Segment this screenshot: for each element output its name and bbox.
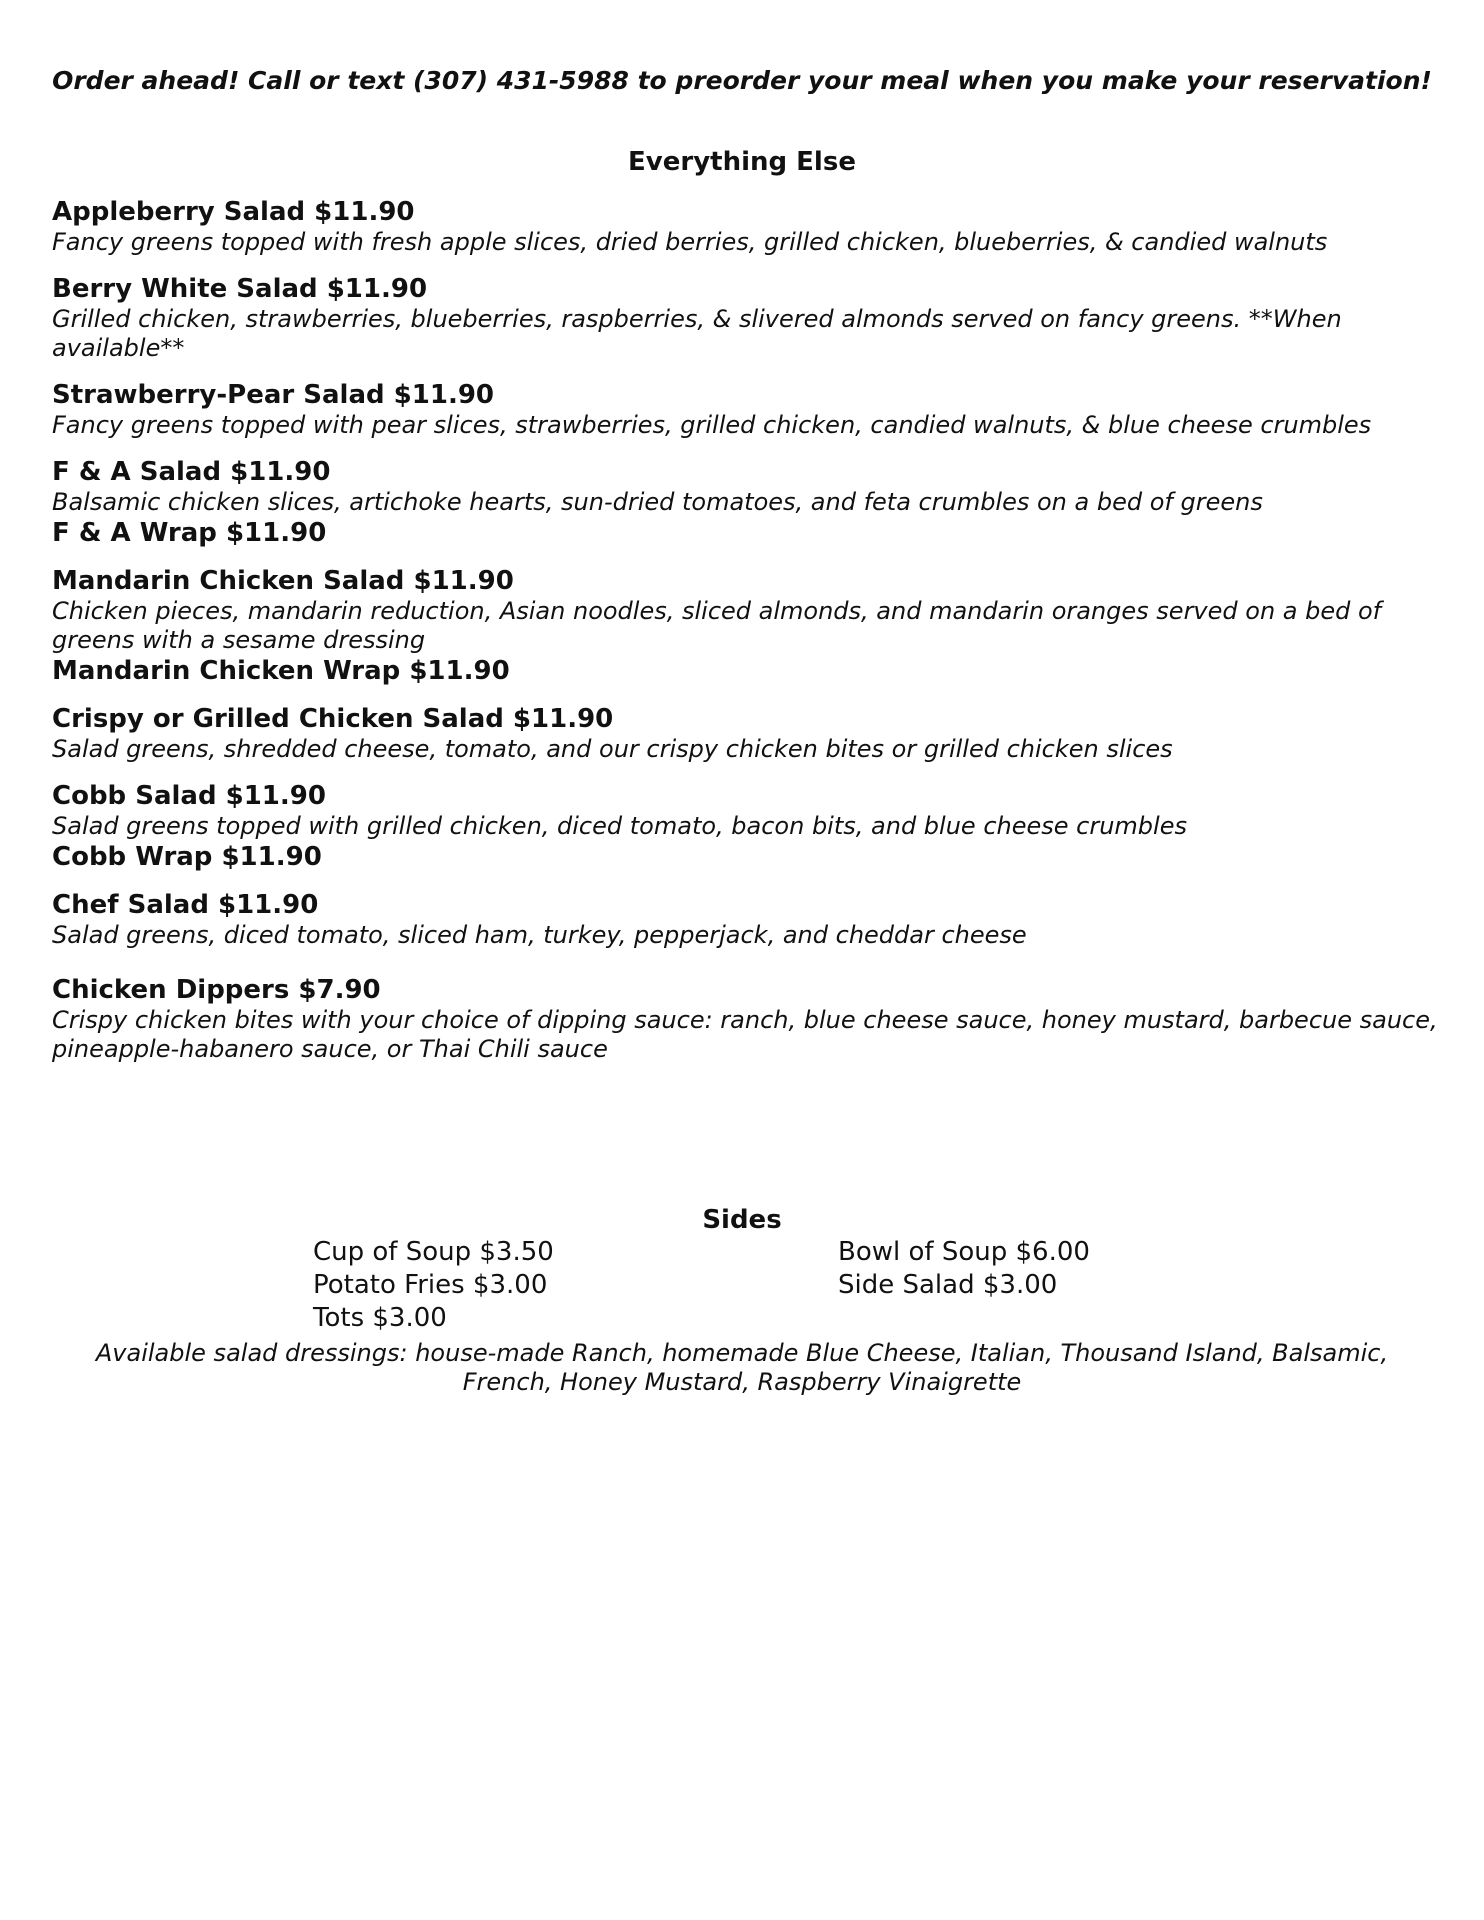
- menu-item-name: Strawberry-Pear Salad $11.90: [52, 380, 494, 410]
- menu-item-wrap-name: F & A Wrap $11.90: [52, 518, 327, 548]
- menu-item: [52, 379, 1452, 440]
- side-item: Bowl of Soup $6.00: [838, 1237, 1090, 1267]
- menu-item: [52, 889, 1452, 950]
- menu-item: [52, 273, 1452, 363]
- everything-else-heading: Everything Else: [628, 147, 856, 177]
- menu-item: [52, 780, 1452, 873]
- menu-item-name: Mandarin Chicken Salad $11.90: [52, 566, 514, 596]
- menu-item-description: Fancy greens topped with fresh apple slices, dried berries, grilled chicken, blueberries, & candied walnuts: [52, 228, 1328, 256]
- salad-dressings-note: Available salad dressings: house-made Ranch, homemade Blue Cheese, Italian, Thousand Island, Balsamic, French, Honey Mustard, Raspberry Vinaigrette: [95, 1339, 1389, 1396]
- menu-item-description: Grilled chicken, strawberries, blueberries, raspberries, & slivered almonds served on fancy greens. **When available**: [52, 305, 1342, 362]
- side-item: Potato Fries $3.00: [313, 1270, 548, 1300]
- menu-item-name: Chicken Dippers $7.90: [52, 975, 381, 1005]
- menu-item-description: Balsamic chicken slices, artichoke hearts, sun-dried tomatoes, and feta crumbles on a bed of greens: [52, 488, 1263, 516]
- menu-item: [52, 456, 1452, 549]
- menu-item-wrap-name: Cobb Wrap $11.90: [52, 842, 322, 872]
- menu-item-description: Salad greens topped with grilled chicken, diced tomato, bacon bits, and blue cheese crumbles: [52, 812, 1187, 840]
- side-item: Cup of Soup $3.50: [313, 1237, 554, 1267]
- menu-item-name: Cobb Salad $11.90: [52, 781, 326, 811]
- menu-item: [52, 565, 1452, 687]
- menu-item-name: Crispy or Grilled Chicken Salad $11.90: [52, 704, 614, 734]
- menu-item: [52, 703, 1452, 764]
- side-item: Tots $3.00: [313, 1303, 447, 1333]
- side-item: Side Salad $3.00: [838, 1270, 1058, 1300]
- menu-item-wrap-name: Mandarin Chicken Wrap $11.90: [52, 656, 510, 686]
- menu-item-description: Fancy greens topped with pear slices, strawberries, grilled chicken, candied walnuts, & blue cheese crumbles: [52, 411, 1372, 439]
- menu-item-name: Berry White Salad $11.90: [52, 274, 428, 304]
- sides-heading: Sides: [702, 1205, 782, 1235]
- menu-item-description: Chicken pieces, mandarin reduction, Asian noodles, sliced almonds, and mandarin oranges served on a bed of greens with a sesame dressing: [52, 597, 1382, 654]
- menu-item-name: Appleberry Salad $11.90: [52, 197, 415, 227]
- menu-item: [52, 196, 1452, 257]
- menu-item-description: Salad greens, diced tomato, sliced ham, turkey, pepperjack, and cheddar cheese: [52, 921, 1027, 949]
- menu-item-name: Chef Salad $11.90: [52, 890, 319, 920]
- menu-item-description: Salad greens, shredded cheese, tomato, and our crispy chicken bites or grilled chicken slices: [52, 735, 1173, 763]
- menu-item-name: F & A Salad $11.90: [52, 457, 331, 487]
- preorder-notice: Order ahead! Call or text (307) 431-5988 to preorder your meal when you make your reservation!: [52, 66, 1432, 95]
- menu-item-description: Crispy chicken bites with your choice of dipping sauce: ranch, blue cheese sauce, honey mustard, barbecue sauce, pineapple-habanero sauce, or Thai Chili sauce: [52, 1006, 1438, 1063]
- menu-item: [52, 974, 1452, 1064]
- menu-item-list: [52, 196, 1452, 1080]
